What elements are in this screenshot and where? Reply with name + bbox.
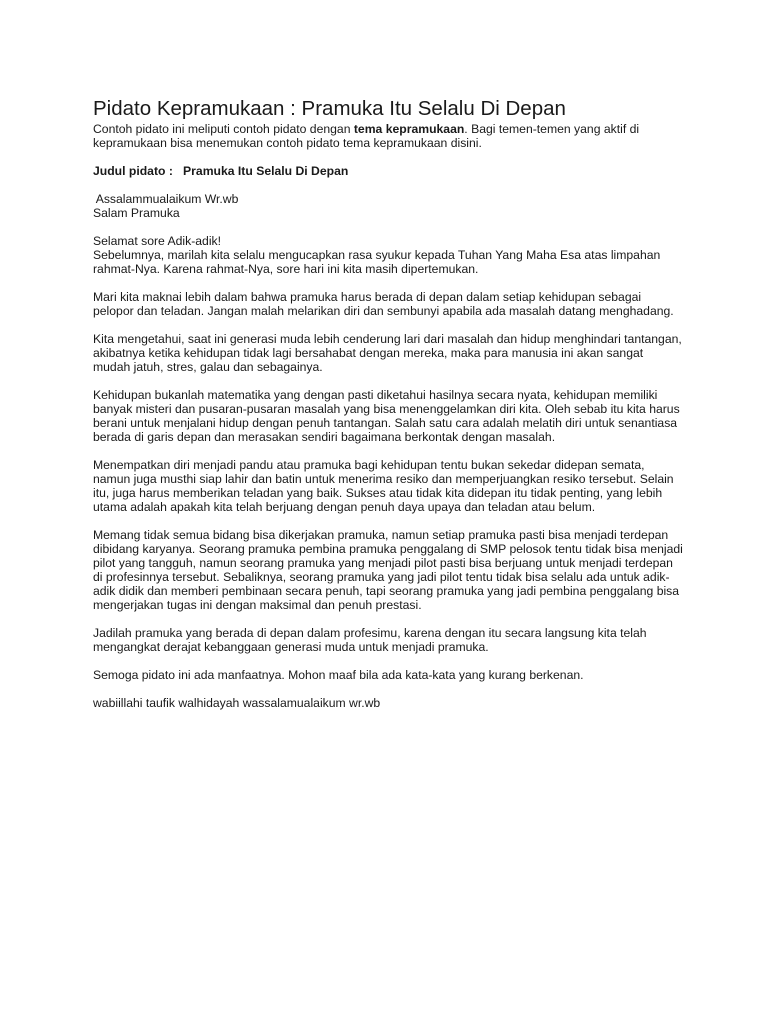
body-paragraph-3: Kehidupan bukanlah matematika yang dengan pasti diketahui hasilnya secara nyata, kehidupan memiliki banyak misteri dan pusaran-pusaran masalah yang bisa menenggelamkan diri kita. Oleh sebab itu kita harus berani untuk menjalani hidup dengan penuh tantangan. Salah satu cara adalah melatih diri untuk senantiasa berada di garis depan dan merasakan sendiri bagaimana berkontak dengan masalah.	[93, 388, 680, 444]
opening-line-2: Sebelumnya, marilah kita selalu mengucapkan rasa syukur kepada Tuhan Yang Maha Esa atas limpahan rahmat-Nya. Karena rahmat-Nya, sore hari ini kita masih dipertemukan.	[93, 248, 661, 276]
greeting-line-1: Assalammualaikum Wr.wb	[93, 192, 239, 206]
intro-text-end: . Bagi temen-temen yang aktif di kepramukaan bisa menemukan contoh pidato tema kepramukaan disini.	[93, 122, 640, 150]
speech-title-line	[93, 164, 683, 178]
body-paragraph-4: Menempatkan diri menjadi pandu atau pramuka bagi kehidupan tentu bukan sekedar didepan semata, namun juga musthi siap lahir dan batin untuk menerima resiko dan memperjuangkan resiko tersebut. Selain itu, juga harus memberikan teladan yang baik. Sukses atau tidak kita didepan itu tidak penting, yang lebih utama adalah apakah kita telah berjuang dengan penuh daya upaya dan teladan atau belum.	[93, 458, 674, 514]
speech-title: Judul pidato : Pramuka Itu Selalu Di Depan	[93, 164, 349, 178]
body-paragraph-2: Kita mengetahui, saat ini generasi muda lebih cenderung lari dari masalah dan hidup menghindari tantangan, akibatnya ketika kehidupan tidak lagi bersahabat dengan mereka, maka para manusia ini akan sangat mudah jatuh, stres, galau dan sebagainya.	[93, 332, 682, 374]
greeting-line-2: Salam Pramuka	[93, 206, 180, 220]
closing-line: wabiillahi taufik walhidayah wassalamualaikum wr.wb	[93, 696, 381, 710]
body-paragraph-1: Mari kita maknai lebih dalam bahwa pramuka harus berada di depan dalam setiap kehidupan sebagai pelopor dan teladan. Jangan malah melarikan diri dan sembunyi apabila ada masalah datang menghadang.	[93, 290, 674, 318]
body-paragraph-5: Memang tidak semua bidang bisa dikerjakan pramuka, namun setiap pramuka pasti bisa menjadi terdepan dibidang karyanya. Seorang pramuka pembina pramuka penggalang di SMP pelosok tentu tidak bisa menjadi pilot yang tangguh, namun seorang pramuka yang menjadi pilot pasti bisa berjuang untuk menjadi terdepan di profesinnya tersebut. Sebaliknya, seorang pramuka yang jadi pilot tentu tidak bisa selalu ada untuk adik-adik didik dan memberi pembinaan secara penuh, tapi seorang pramuka yang jadi pembina penggalang bisa mengerjakan tugas ini dengan maksimal dan penuh prestasi.	[93, 528, 683, 612]
body-paragraph-6: Jadilah pramuka yang berada di depan dalam profesimu, karena dengan itu secara langsung kita telah mengangkat derajat kebanggaan generasi muda untuk menjadi pramuka.	[93, 626, 647, 654]
body-paragraph-7: Semoga pidato ini ada manfaatnya. Mohon maaf bila ada kata-kata yang kurang berkenan.	[93, 668, 584, 682]
intro-paragraph	[93, 122, 683, 150]
document-page	[93, 96, 683, 710]
opening-line-1: Selamat sore Adik-adik!	[93, 234, 222, 248]
intro-bold-keyword: tema kepramukaan	[353, 122, 465, 136]
intro-text-start: Contoh pidato ini meliputi contoh pidato dengan	[93, 122, 354, 136]
page-title: Pidato Kepramukaan : Pramuka Itu Selalu Di Depan	[93, 97, 566, 120]
